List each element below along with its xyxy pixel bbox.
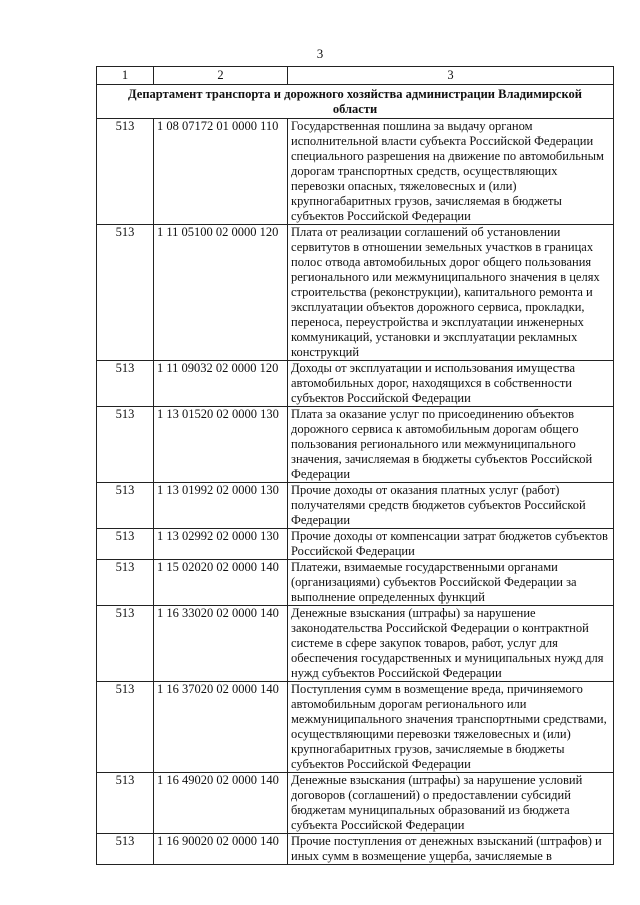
budget-classification-code-cell: 1 15 02020 02 0000 140 [154, 560, 288, 606]
budget-classification-code-cell: 1 13 02992 02 0000 130 [154, 529, 288, 560]
admin-code-cell: 513 [97, 606, 154, 682]
revenue-codes-table [96, 66, 614, 865]
admin-code-cell: 513 [97, 682, 154, 773]
table-row [97, 407, 614, 483]
revenue-description-cell: Прочие поступления от денежных взысканий (штрафов) и иных сумм в возмещение ущерба, зачисляемые в [288, 834, 614, 865]
revenue-description-cell: Прочие доходы от оказания платных услуг (работ) получателями средств бюджетов субъектов Российской Федерации [288, 483, 614, 529]
admin-code-cell: 513 [97, 529, 154, 560]
revenue-description-cell: Платежи, взимаемые государственными органами (организациями) субъектов Российской Федерации за выполнение определенных функций [288, 560, 614, 606]
revenue-description-cell: Доходы от эксплуатации и использования имущества автомобильных дорог, находящихся в собственности субъектов Российской Федерации [288, 361, 614, 407]
column-number-1: 1 [97, 67, 154, 85]
table-row [97, 773, 614, 834]
revenue-description-cell: Денежные взыскания (штрафы) за нарушение законодательства Российской Федерации о контрактной системе в сфере закупок товаров, работ, услуг для обеспечения государственных и муниципальных нужд для нужд субъектов Российской Федерации [288, 606, 614, 682]
admin-code-cell: 513 [97, 560, 154, 606]
table-row [97, 560, 614, 606]
revenue-description-cell: Прочие доходы от компенсации затрат бюджетов субъектов Российской Федерации [288, 529, 614, 560]
admin-code-cell: 513 [97, 225, 154, 361]
department-header-row [97, 85, 614, 119]
table-row [97, 834, 614, 865]
table-row [97, 119, 614, 225]
column-number-3: 3 [288, 67, 614, 85]
table-row [97, 606, 614, 682]
budget-classification-code-cell: 1 16 37020 02 0000 140 [154, 682, 288, 773]
budget-classification-code-cell: 1 16 90020 02 0000 140 [154, 834, 288, 865]
budget-classification-code-cell: 1 08 07172 01 0000 110 [154, 119, 288, 225]
table-row [97, 361, 614, 407]
page-number: 3 [316, 46, 324, 61]
budget-classification-code-cell: 1 16 49020 02 0000 140 [154, 773, 288, 834]
table-row [97, 225, 614, 361]
revenue-description-cell: Плата от реализации соглашений об установлении сервитутов в отношении земельных участков в границах полос отвода автомобильных дорог общего пользования регионального или межмуниципального значения в целях строительства (реконструкции), капитального ремонта и эксплуатации объектов дорожного сервиса, прокладки, переноса, переустройства и эксплуатации инженерных коммуникаций, установки и эксплуатации рекламных конструкций [288, 225, 614, 361]
column-number-2: 2 [154, 67, 288, 85]
budget-classification-code-cell: 1 13 01520 02 0000 130 [154, 407, 288, 483]
table-row [97, 529, 614, 560]
budget-classification-code-cell: 1 11 09032 02 0000 120 [154, 361, 288, 407]
table-row [97, 483, 614, 529]
admin-code-cell: 513 [97, 407, 154, 483]
revenue-description-cell: Плата за оказание услуг по присоединению объектов дорожного сервиса к автомобильным дорогам общего пользования регионального или межмуниципального значения, зачисляемая в бюджеты субъектов Российской Федерации [288, 407, 614, 483]
revenue-description-cell: Денежные взыскания (штрафы) за нарушение условий договоров (соглашений) о предоставлении субсидий бюджетам муниципальных образований из бюджета субъекта Российской Федерации [288, 773, 614, 834]
budget-classification-code-cell: 1 11 05100 02 0000 120 [154, 225, 288, 361]
admin-code-cell: 513 [97, 483, 154, 529]
revenue-description-cell: Поступления сумм в возмещение вреда, причиняемого автомобильным дорогам регионального или межмуниципального значения транспортными средствами, осуществляющими перевозки тяжеловесных и (или) крупногабаритных грузов, зачисляемые в бюджеты субъектов Российской Федерации [288, 682, 614, 773]
revenue-table-container [96, 66, 614, 865]
table-row [97, 682, 614, 773]
admin-code-cell: 513 [97, 773, 154, 834]
column-number-row [97, 67, 614, 85]
department-title: Департамент транспорта и дорожного хозяйства администрации Владимирской области [97, 85, 614, 119]
admin-code-cell: 513 [97, 361, 154, 407]
admin-code-cell: 513 [97, 119, 154, 225]
revenue-description-cell: Государственная пошлина за выдачу органом исполнительной власти субъекта Российской Федерации специального разрешения на движение по автомобильным дорогам транспортных средств, осуществляющих перевозки опасных, тяжеловесных и (или) крупногабаритных грузов, зачисляемая в бюджеты субъектов Российской Федерации [288, 119, 614, 225]
admin-code-cell: 513 [97, 834, 154, 865]
budget-classification-code-cell: 1 13 01992 02 0000 130 [154, 483, 288, 529]
budget-classification-code-cell: 1 16 33020 02 0000 140 [154, 606, 288, 682]
